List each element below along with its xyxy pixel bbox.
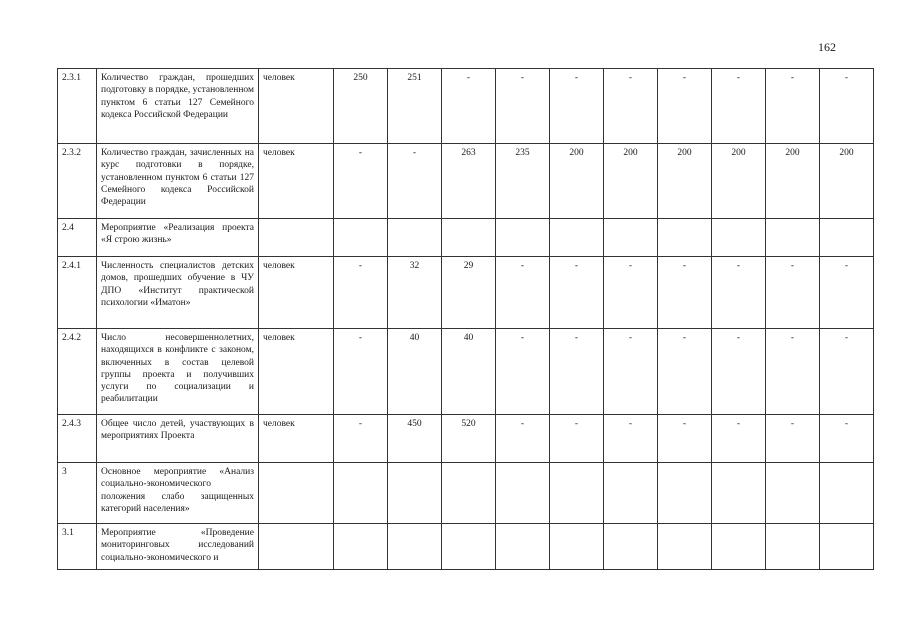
value-cell: 520 [442, 415, 496, 463]
table-body [58, 69, 874, 570]
value-cell [712, 463, 766, 524]
value-cell: - [658, 415, 712, 463]
value-cell: - [712, 69, 766, 144]
unit-cell: человек [259, 144, 334, 219]
row-number: 2.4.2 [58, 329, 97, 415]
value-cell: - [496, 415, 550, 463]
value-cell [442, 463, 496, 524]
value-cell: - [334, 329, 388, 415]
row-number: 3 [58, 463, 97, 524]
value-cell [334, 524, 388, 570]
value-cell: - [604, 69, 658, 144]
table-row [58, 69, 874, 144]
value-cell: - [766, 69, 820, 144]
indicator-name: Мероприятие «Реализация проекта «Я строю жизнь» [97, 219, 259, 257]
value-cell: - [604, 415, 658, 463]
value-cell [766, 524, 820, 570]
row-number: 2.4 [58, 219, 97, 257]
value-cell: - [550, 329, 604, 415]
value-cell: - [766, 415, 820, 463]
table-row [58, 524, 874, 570]
value-cell: - [766, 257, 820, 329]
value-cell [766, 463, 820, 524]
value-cell: - [766, 329, 820, 415]
value-cell [658, 524, 712, 570]
value-cell [388, 463, 442, 524]
row-number: 2.3.2 [58, 144, 97, 219]
value-cell: - [550, 257, 604, 329]
unit-cell: человек [259, 415, 334, 463]
indicator-name: Количество граждан, зачисленных на курс подготовки в порядке, установленном пунктом 6 статьи 127 Семейного кодекса Российской Федерации [97, 144, 259, 219]
value-cell: 40 [388, 329, 442, 415]
value-cell: - [334, 415, 388, 463]
value-cell: - [496, 69, 550, 144]
table-row [58, 257, 874, 329]
value-cell [820, 524, 874, 570]
indicator-name: Основное мероприятие «Анализ социально-экономического положения слабо защищенных категорий населения» [97, 463, 259, 524]
value-cell: 251 [388, 69, 442, 144]
value-cell: - [658, 69, 712, 144]
value-cell: - [550, 69, 604, 144]
value-cell: 200 [820, 144, 874, 219]
table-row [58, 463, 874, 524]
value-cell [334, 463, 388, 524]
row-number: 2.4.3 [58, 415, 97, 463]
value-cell [604, 524, 658, 570]
unit-cell [259, 524, 334, 570]
unit-cell: человек [259, 257, 334, 329]
indicator-name: Число несовершеннолетних, находящихся в конфликте с законом, включенных в состав целевой группы проекта и получивших услуги по социализации и реабилитации [97, 329, 259, 415]
value-cell: 235 [496, 144, 550, 219]
value-cell [550, 524, 604, 570]
value-cell [496, 524, 550, 570]
row-number: 2.3.1 [58, 69, 97, 144]
value-cell [550, 219, 604, 257]
value-cell [658, 463, 712, 524]
value-cell [496, 463, 550, 524]
value-cell: - [604, 329, 658, 415]
value-cell [604, 219, 658, 257]
indicator-name: Численность специалистов детских домов, прошедших обучение в ЧУ ДПО «Институт практической психологии «Иматон» [97, 257, 259, 329]
value-cell [334, 219, 388, 257]
value-cell [820, 463, 874, 524]
value-cell: 200 [658, 144, 712, 219]
value-cell: 450 [388, 415, 442, 463]
value-cell [550, 463, 604, 524]
value-cell: 200 [712, 144, 766, 219]
table-row [58, 144, 874, 219]
value-cell [658, 219, 712, 257]
value-cell: - [658, 329, 712, 415]
table-row [58, 415, 874, 463]
value-cell: - [496, 257, 550, 329]
indicator-name: Мероприятие «Проведение мониторинговых исследований социально-экономического и [97, 524, 259, 570]
value-cell: 250 [334, 69, 388, 144]
value-cell: - [712, 329, 766, 415]
value-cell: - [388, 144, 442, 219]
indicator-name: Количество граждан, прошедших подготовку в порядке, установленном пунктом 6 статьи 127 Семейного кодекса Российской Федерации [97, 69, 259, 144]
row-number: 3.1 [58, 524, 97, 570]
indicator-name: Общее число детей, участвующих в мероприятиях Проекта [97, 415, 259, 463]
value-cell: - [442, 69, 496, 144]
unit-cell [259, 463, 334, 524]
value-cell: - [496, 329, 550, 415]
value-cell: 200 [550, 144, 604, 219]
value-cell [712, 524, 766, 570]
value-cell [712, 219, 766, 257]
value-cell: - [820, 329, 874, 415]
value-cell: 200 [604, 144, 658, 219]
unit-cell [259, 219, 334, 257]
table-row [58, 329, 874, 415]
value-cell: - [820, 257, 874, 329]
value-cell: - [820, 415, 874, 463]
value-cell [388, 219, 442, 257]
row-number: 2.4.1 [58, 257, 97, 329]
value-cell: 32 [388, 257, 442, 329]
value-cell [388, 524, 442, 570]
value-cell: - [334, 257, 388, 329]
value-cell: - [334, 144, 388, 219]
unit-cell: человек [259, 329, 334, 415]
value-cell: - [712, 257, 766, 329]
value-cell [496, 219, 550, 257]
value-cell [442, 219, 496, 257]
indicator-table [57, 68, 874, 570]
page-number: 162 [818, 40, 836, 54]
value-cell: - [658, 257, 712, 329]
table-row [58, 219, 874, 257]
value-cell [442, 524, 496, 570]
value-cell: 200 [766, 144, 820, 219]
value-cell: - [604, 257, 658, 329]
value-cell: 263 [442, 144, 496, 219]
value-cell: - [550, 415, 604, 463]
value-cell: 40 [442, 329, 496, 415]
unit-cell: человек [259, 69, 334, 144]
value-cell [766, 219, 820, 257]
value-cell: - [712, 415, 766, 463]
value-cell [820, 219, 874, 257]
value-cell: - [820, 69, 874, 144]
value-cell: 29 [442, 257, 496, 329]
value-cell [604, 463, 658, 524]
